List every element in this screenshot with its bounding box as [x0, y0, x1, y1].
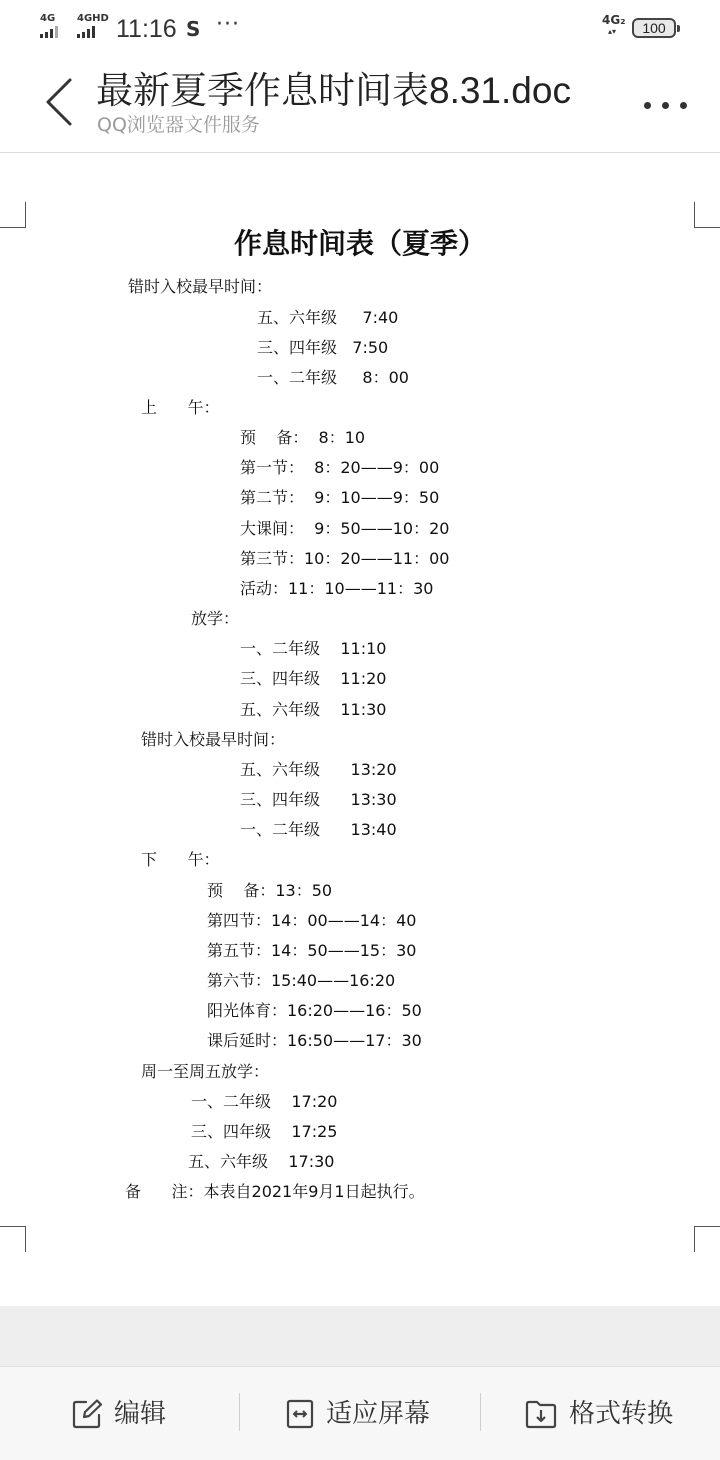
document-title: 最新夏季作息时间表8.31.doc [96, 70, 571, 111]
schedule-line: 一、二年级 17:20 [191, 1092, 338, 1111]
afternoon-entry-heading: 错时入校最早时间： [141, 730, 286, 749]
sim2-signal-icon [77, 14, 109, 38]
edit-label: 编辑 [114, 1399, 167, 1429]
schedule-line: 第三节：10：20——11：00 [240, 549, 450, 568]
schedule-line: 第二节： 9：10——9：50 [240, 488, 440, 507]
edit-icon [72, 1399, 102, 1429]
morning-heading: 上 午： [141, 398, 220, 417]
schedule-line: 三、四年级 7:50 [257, 338, 389, 357]
document-page[interactable] [0, 154, 720, 1304]
sim2-label: 4GHD [77, 13, 109, 24]
schedule-line: 三、四年级 17:25 [191, 1122, 338, 1141]
afternoon-heading: 下 午： [141, 850, 220, 869]
crop-mark-bottom-left [0, 1226, 26, 1252]
more-options-button[interactable] [636, 82, 692, 126]
schedule-line: 五、六年级 11:30 [240, 700, 387, 719]
schedule-line: 五、六年级 17:30 [188, 1152, 335, 1171]
schedule-line: 第六节：15:40——16:20 [207, 971, 396, 990]
document-source: QQ浏览器文件服务 [97, 114, 260, 136]
schedule-line: 第一节： 8：20——9：00 [240, 458, 440, 477]
bottom-toolbar [0, 1366, 720, 1460]
sim1-label: 4G [40, 13, 56, 24]
page-gap [0, 1306, 720, 1366]
schedule-line: 课后延时：16:50——17：30 [207, 1031, 422, 1050]
format-convert-label: 格式转换 [569, 1399, 674, 1429]
folder-download-icon [525, 1399, 557, 1429]
status-time: 11:16 [116, 15, 177, 43]
network-icon: 4G₂ ▴▾ [602, 13, 626, 36]
app-header [0, 56, 720, 153]
toolbar-divider [239, 1393, 240, 1431]
schedule-line: 一、二年级 11:10 [240, 639, 387, 658]
schedule-line: 三、四年级 13:30 [240, 790, 397, 809]
schedule-line: 活动：11：10——11：30 [240, 579, 434, 598]
more-notifications-icon: ··· [216, 12, 240, 37]
dismissal-heading: 放学： [191, 609, 240, 628]
schedule-line: 三、四年级 11:20 [240, 669, 387, 688]
crop-mark-top-left [0, 202, 26, 228]
schedule-line: 第四节：14：00——14：40 [207, 911, 417, 930]
schedule-line: 五、六年级 13:20 [240, 760, 397, 779]
edit-button[interactable] [72, 1367, 166, 1460]
format-convert-button[interactable] [525, 1367, 673, 1460]
network-label: 4G₂ [602, 13, 626, 27]
battery-icon: 100 [632, 18, 676, 38]
chevron-left-icon [36, 74, 86, 134]
fit-screen-icon [286, 1399, 314, 1429]
app-notification-icon: S [186, 17, 201, 41]
crop-mark-bottom-right [694, 1226, 720, 1252]
crop-mark-top-right [694, 202, 720, 228]
weekday-dismissal-heading: 周一至周五放学： [141, 1062, 270, 1081]
status-bar [0, 0, 720, 56]
fit-screen-label: 适应屏幕 [326, 1399, 431, 1429]
schedule-line: 阳光体育：16:20——16：50 [207, 1001, 422, 1020]
schedule-line: 第五节：14：50——15：30 [207, 941, 417, 960]
fit-screen-button[interactable] [286, 1367, 430, 1460]
back-button[interactable] [36, 74, 86, 134]
schedule-title: 作息时间表（夏季） [233, 227, 486, 260]
remark-line: 备 注：本表自2021年9月1日起执行。 [125, 1182, 425, 1201]
schedule-line: 预 备： 8：10 [240, 428, 366, 447]
schedule-line: 五、六年级 7:40 [257, 308, 399, 327]
sim1-signal-icon [40, 14, 60, 38]
schedule-line: 一、二年级 13:40 [240, 820, 397, 839]
toolbar-divider [480, 1393, 481, 1431]
schedule-line: 大课间： 9：50——10：20 [240, 519, 450, 538]
schedule-line: 一、二年级 8：00 [257, 368, 409, 387]
morning-entry-heading: 错时入校最早时间： [128, 277, 273, 296]
schedule-line: 预 备：13：50 [207, 881, 333, 900]
